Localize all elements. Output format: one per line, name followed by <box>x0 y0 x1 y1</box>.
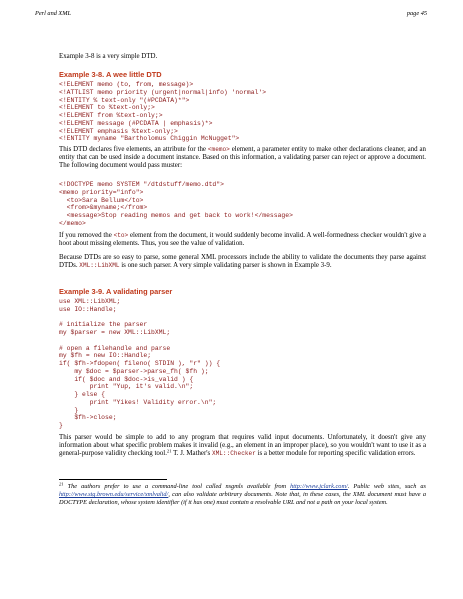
code-line: <message>Stop reading memos and get back to work!</message> <box>59 212 293 219</box>
stg-brown-link[interactable]: http://www.stg.brown.edu/service/xmlvalid/ <box>59 491 169 499</box>
inline-code: <memo> <box>207 146 230 153</box>
example-3-8-code <box>59 81 266 143</box>
code-line: <!ATTLIST memo priority (urgent|normal|info) 'normal'> <box>59 88 267 96</box>
valid-document-code <box>59 181 293 228</box>
code-line: $fh->close; <box>59 414 117 422</box>
code-line: } <box>59 422 63 429</box>
code-line: if( $doc and $doc->is_valid ) { <box>59 375 194 383</box>
dtd-explanation-paragraph: This DTD declares five elements, an attribute for the <memo> element, a parameter entity to make other declarations cleaner, and an entity that can be used inside a document instance. Based on this information, a validating parser can reject or approve a document. The following document would pass muster: <box>59 146 427 170</box>
code-line: use XML::LibXML; <box>59 298 121 305</box>
code-line: <!ENTITY myname "Bartholomus Chiggin McNugget"> <box>59 135 240 143</box>
running-header-title: Perl and XML <box>35 10 72 17</box>
code-line <box>59 337 220 345</box>
code-line: <!ELEMENT message (#PCDATA | emphasis)*> <box>59 119 213 127</box>
code-line <box>59 314 220 322</box>
code-line: # initialize the parser <box>59 321 148 329</box>
code-line: <to>Sara Bellum</to> <box>59 196 144 204</box>
footnote-divider <box>59 479 167 480</box>
inline-code: XML::Checker <box>211 450 256 458</box>
code-line: <!ELEMENT from %text-only;> <box>59 112 163 119</box>
code-line: <from>&myname;</from> <box>59 204 148 212</box>
code-line: print "Yikes! Validity error.\n"; <box>59 398 217 406</box>
code-line: my $doc = $parser->parse_fh( $fh ); <box>59 367 209 375</box>
page-number: page 45 <box>406 10 427 17</box>
code-line: # open a filehandle and parse <box>59 344 171 352</box>
footnote-reference[interactable]: 21 <box>166 448 172 454</box>
code-line: <!DOCTYPE memo SYSTEM "/dtdstuff/memo.dtd"> <box>59 181 224 188</box>
parser-intro-paragraph: Because DTDs are so easy to parse, some general XML processors include the ability to validate the documents they parse against DTDs. XML::LibXML is one such parser. A very simple validating parser is shown in Example 3-9. <box>59 254 426 270</box>
inline-code: <to> <box>113 232 129 239</box>
inline-code: XML::LibXML <box>79 262 120 270</box>
code-line: } <box>59 406 79 414</box>
footnote-number: 21 <box>59 481 64 487</box>
example-3-9-heading: Example 3-9. A validating parser <box>59 287 173 296</box>
example-3-8-heading: Example 3-8. A wee little DTD <box>59 70 162 79</box>
jclark-link[interactable]: http://www.jclark.com/ <box>290 483 348 490</box>
code-line: if( $fh->fdopen( fileno( STDIN ), "r" )) { <box>59 360 221 367</box>
removal-paragraph: If you removed the <to> element from the document, it would suddenly become invalid. A well-formedness checker wouldn't give a hoot about missing elements. Thus, you see the value of validation. <box>59 232 426 248</box>
code-line: my $parser = new XML::LibXML; <box>59 329 171 336</box>
code-line: <!ELEMENT emphasis %text-only;> <box>59 127 178 135</box>
code-line: my $fh = new IO::Handle; <box>59 352 152 360</box>
example-3-9-code <box>59 298 220 430</box>
intro-paragraph: Example 3-8 is a very simple DTD. <box>59 53 158 60</box>
code-line: print "Yup, it's valid.\n"; <box>59 383 194 391</box>
code-line: <!ELEMENT memo (to, from, message)> <box>59 81 194 88</box>
closing-paragraph: This parser would be simple to add to any program that requires valid input documents. Unfortunately, it doesn't give any information about what specific problem makes it invalid (e.g., an element in an improper place), so you wouldn't want to use it as a general-purpose validity checking tool.$^{21}$ T. J. Mather's XML::Checker is a better module for reporting specific validation errors. <box>59 434 426 458</box>
code-line: } else { <box>59 391 106 398</box>
code-line: <!ELEMENT to %text-only;> <box>59 104 155 112</box>
code-line: <memo priority="info"> <box>59 188 144 196</box>
code-line: </memo> <box>59 219 86 227</box>
footnote: $^{21}$ The authors prefer to use a command-line tool called nsgmls available from http://www.jclark.com/. Public web sites, such as http://www.stg.brown.edu/service/xmlvalid/, can also validate arbitrary documents. Note that, in these cases, the XML document must have a DOCTYPE declaration, whose system identifier (if it has one) must contain a resolvable URL and not a path on your local system. <box>59 481 426 507</box>
code-line: use IO::Handle; <box>59 305 117 313</box>
code-line: <!ENTITY % text-only "(#PCDATA)*"> <box>59 96 190 104</box>
